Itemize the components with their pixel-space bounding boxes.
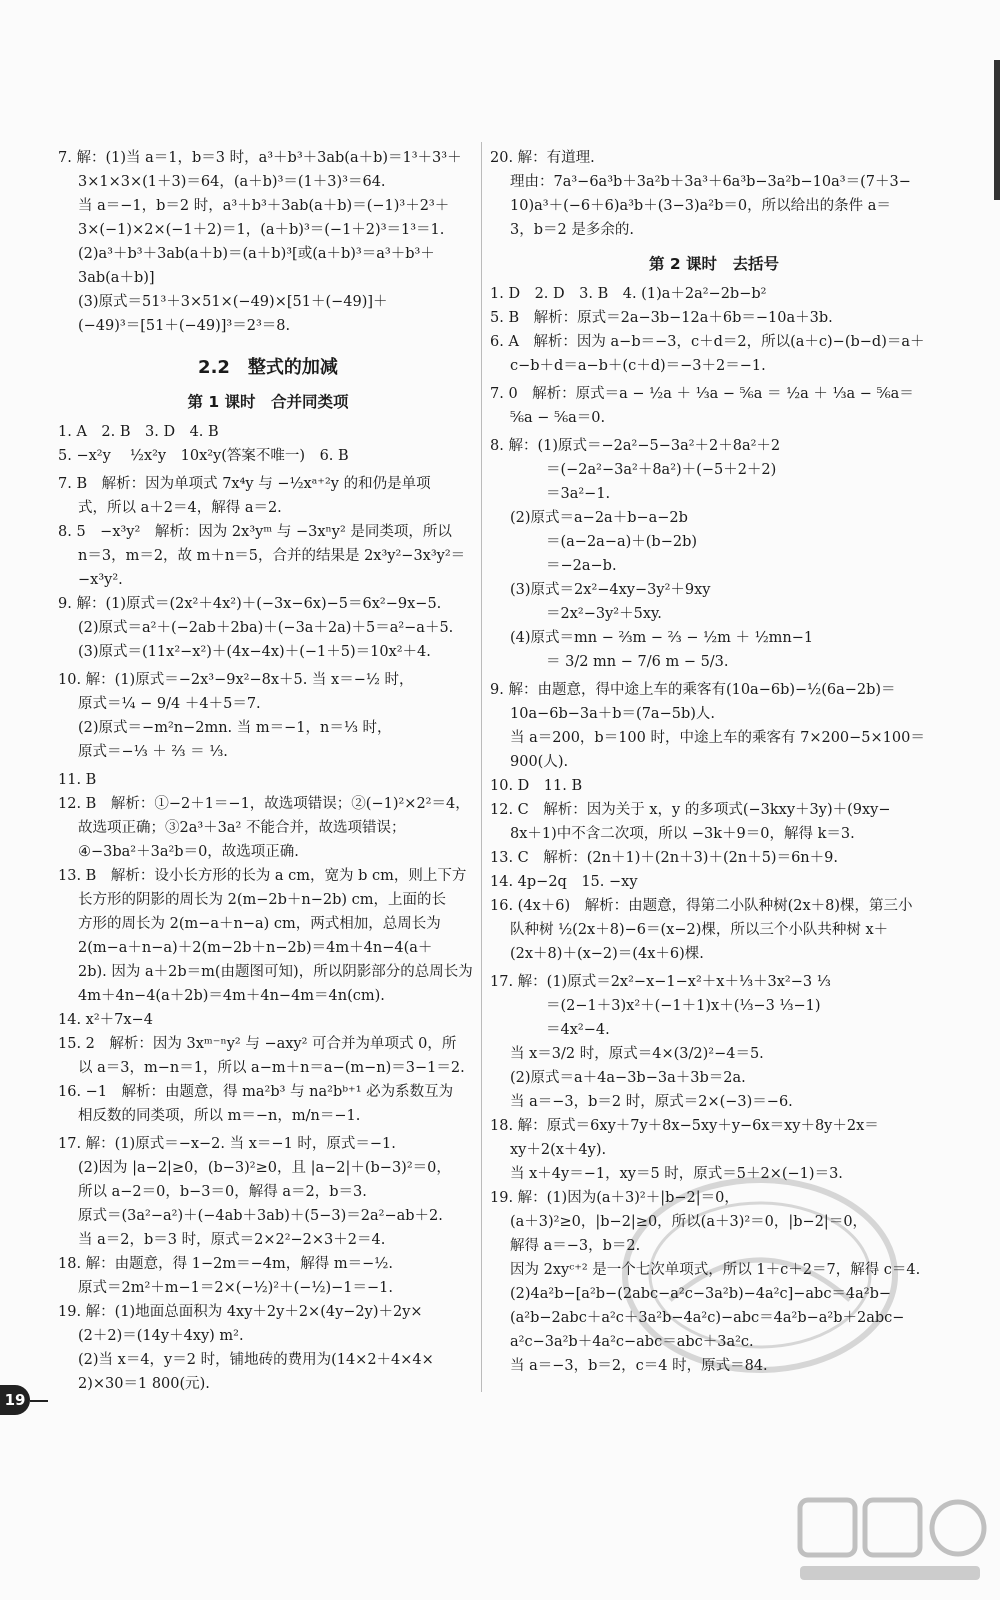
answer-line: (2)原式＝a−2a＋b−a−2b — [510, 510, 688, 526]
answer-line: 17. 解：(1)原式＝2x²−x−1−x²＋x＋⅓＋3x²−3 ⅓ — [490, 974, 831, 990]
answer-line: 10)a³＋(−6＋6)a³b＋(3−3)a²b＝0，所以给出的条件 a＝ — [510, 198, 891, 214]
answer-block — [490, 434, 938, 674]
answer-line: 1. D 2. D 3. B 4. (1)a＋2a²−2b−b² — [490, 286, 767, 302]
answer-line: 当 x＝3/2 时，原式＝4×(3/2)²−4＝5. — [510, 1046, 764, 1062]
answer-line: 14. x²＋7x−4 — [58, 1012, 153, 1028]
page-edge-bar — [994, 60, 1000, 200]
answer-line: (3)原式＝51³＋3×51×(−49)×[51＋(−49)]＋ — [78, 294, 388, 310]
answer-line: 7. 解：(1)当 a＝1，b＝3 时，a³＋b³＋3ab(a＋b)＝1³＋3³＋ — [58, 150, 462, 166]
page-number-rule — [30, 1400, 48, 1402]
answer-line: (3)原式＝(11x²−x²)＋(4x−4x)＋(−1＋5)＝10x²＋4. — [78, 644, 431, 660]
answer-line: ＝(a−2a−a)＋(b−2b) — [546, 534, 698, 550]
answer-line: 8. 解：(1)原式＝−2a²−5−3a²＋2＋8a²＋2 — [490, 438, 781, 454]
answer-line: 2)×30＝1 800(元). — [78, 1376, 210, 1392]
answer-line: 队种树 ½(2x＋8)−6＝(x−2)棵，所以三个小队共种树 x＋ — [510, 922, 889, 938]
answer-line: (2)因为 |a−2|≥0，(b−3)²≥0，且 |a−2|＋(b−3)²＝0， — [78, 1160, 451, 1176]
answer-line: 18. 解：由题意，得 1−2m＝−4m，解得 m＝−½. — [58, 1256, 393, 1272]
answer-block — [490, 382, 938, 430]
answer-line: 4m＋4n−4(a＋2b)＝4m＋4n−4m＝4n(cm). — [78, 988, 385, 1004]
answer-line: 18. 解：原式＝6xy＋7y＋8x−5xy＋y−6x＝xy＋8y＋2x＝ — [490, 1118, 879, 1134]
answer-block — [58, 420, 478, 468]
answer-line: 8. 5 −x³y² 解析：因为 2x³yᵐ 与 −3xⁿy² 是同类项，所以 — [58, 524, 452, 540]
corner-logo-mark — [790, 1490, 990, 1590]
answer-line: 5. B 解析：原式＝2a−3b−12a＋6b＝−10a＋3b. — [490, 310, 833, 326]
answer-line: 原式＝2m²＋m−1＝2×(−½)²＋(−½)−1＝−1. — [78, 1280, 393, 1296]
answer-line: (a＋3)²≥0，|b−2|≥0，所以(a＋3)²＝0，|b−2|＝0， — [510, 1214, 868, 1230]
answer-line: 12. C 解析：因为关于 x，y 的多项式(−3kxy＋3y)＋(9xy− — [490, 802, 891, 818]
answer-line: 5. −x²y ½x²y 10x²y(答案不唯一) 6. B — [58, 448, 349, 464]
answer-line: a²c−3a²b＋4a²c−abc＝abc＋3a²c. — [510, 1334, 754, 1350]
answer-line: 11. B — [58, 772, 97, 788]
answer-block — [490, 970, 938, 1378]
answer-block — [58, 1132, 478, 1396]
answer-line: (2＋2)＝(14y＋4xy) m². — [78, 1328, 244, 1344]
answer-line: 10a−6b−3a＋b＝(7a−5b)人. — [510, 706, 716, 722]
answer-line: 9. 解：由题意，得中途上车的乘客有(10a−6b)−½(6a−2b)＝ — [490, 682, 896, 698]
answer-line: 2(m−a＋n−a)＋2(m−2b＋n−2b)＝4m＋4n−4(a＋ — [78, 940, 433, 956]
answer-line: 16. −1 解析：由题意，得 ma²b³ 与 na²bᵇ⁺¹ 必为系数互为 — [58, 1084, 454, 1100]
answer-line: ＝4x²−4. — [546, 1022, 610, 1038]
answer-line: xy＋2(x＋4y). — [510, 1142, 607, 1158]
answer-line: 当 x＋4y＝−1，xy＝5 时，原式＝5＋2×(−1)＝3. — [510, 1166, 843, 1182]
section-title: 2.2 整式的加减 — [198, 357, 338, 378]
answer-line: 3ab(a＋b)] — [78, 270, 155, 286]
answer-line: 14. 4p−2q 15. −xy — [490, 874, 638, 890]
answer-line: (4)原式＝mn − ⅔m − ⅔ − ½m ＋ ½mn−1 — [510, 630, 814, 646]
answer-line: 当 a＝−1，b＝2 时，a³＋b³＋3ab(a＋b)＝(−1)³＋2³＋ — [78, 198, 450, 214]
answer-line: 当 a＝2，b＝3 时，原式＝2×2²−2×3＋2＝4. — [78, 1232, 386, 1248]
answer-line: 17. 解：(1)原式＝−x−2. 当 x＝−1 时，原式＝−1. — [58, 1136, 396, 1152]
answer-line: (−49)³＝[51＋(−49)]³＝2³＝8. — [78, 318, 291, 334]
answer-line: 相反数的同类项，所以 m＝−n，m/n＝−1. — [78, 1108, 361, 1124]
answer-line: 16. (4x＋6) 解析：由题意，得第二小队种树(2x＋8)棵，第三小 — [490, 898, 913, 914]
answer-line: ＝3a²−1. — [546, 486, 611, 502]
answer-line: 式，所以 a＋2＝4，解得 a＝2. — [78, 500, 282, 516]
answer-line: ④−3ba²＋3a²b＝0，故选项正确. — [78, 844, 299, 860]
answer-line: 以 a＝3，m−n＝1，所以 a−m＋n＝a−(m−n)＝3−1＝2. — [78, 1060, 465, 1076]
answer-line: 13. B 解析：设小长方形的长为 a cm，宽为 b cm，则上下方 — [58, 868, 467, 884]
answer-line: 理由：7a³−6a³b＋3a²b＋3a³＋6a³b−3a²b−10a³＝(7＋3− — [510, 174, 911, 190]
answer-line: 13. C 解析：(2n＋1)＋(2n＋3)＋(2n＋5)＝6n＋9. — [490, 850, 838, 866]
answer-block — [490, 146, 938, 242]
answer-line: 方形的周长为 2(m−a＋n−a) cm，两式相加，总周长为 — [78, 916, 441, 932]
column-divider — [481, 142, 482, 1392]
answer-line: 3×1×3×(1＋3)＝64，(a＋b)³＝(1＋3)³＝64. — [78, 174, 386, 190]
answer-block — [58, 472, 478, 664]
answer-line: 1. A 2. B 3. D 4. B — [58, 424, 219, 440]
answer-line: 当 a＝−3，b＝2，c＝4 时，原式＝84. — [510, 1358, 768, 1374]
answer-line: 10. D 11. B — [490, 778, 583, 794]
right-column — [490, 146, 938, 1382]
answer-line: 9. 解：(1)原式＝(2x²＋4x²)＋(−3x−6x)−5＝6x²−9x−5. — [58, 596, 442, 612]
page-number: 19 — [4, 1391, 26, 1409]
answer-line: ＝2x²−3y²＋5xy. — [546, 606, 662, 622]
answer-line: (2)a³＋b³＋3ab(a＋b)＝(a＋b)³[或(a＋b)³＝a³＋b³＋ — [78, 246, 435, 262]
answer-line: −x³y². — [78, 572, 123, 588]
answer-line: 原式＝−⅓ ＋ ⅔ ＝ ⅓. — [78, 744, 228, 760]
answer-line: ＝(2−1＋3)x²＋(−1＋1)x＋(⅓−3 ⅓−1) — [546, 998, 821, 1014]
answer-block — [58, 146, 478, 338]
answer-line: 12. B 解析：①−2＋1＝−1，故选项错误；②(−1)²×2²＝4， — [58, 796, 470, 812]
left-column — [58, 146, 478, 1400]
answer-line: ＝(−2a²−3a²＋8a²)＋(−5＋2＋2) — [546, 462, 777, 478]
answer-line: 15. 2 解析：因为 3xᵐ⁻ⁿy² 与 −axy² 可合并为单项式 0，所 — [58, 1036, 457, 1052]
answer-block — [58, 768, 478, 1128]
subsection-title: 第 2 课时 去括号 — [648, 255, 780, 273]
answer-line: ＝ 3/2 mn − 7/6 m − 5/3. — [546, 654, 729, 670]
answer-line: (2x＋8)＋(x−2)＝(4x＋6)棵. — [510, 946, 704, 962]
answer-line: 7. B 解析：因为单项式 7x⁴y 与 −½xᵃ⁺²y 的和仍是单项 — [58, 476, 431, 492]
answer-line: (2)原式＝a²＋(−2ab＋2ba)＋(−3a＋2a)＋5＝a²−a＋5. — [78, 620, 454, 636]
answer-line: (3)原式＝2x²−4xy−3y²＋9xy — [510, 582, 711, 598]
answer-line: n＝3，m＝2，故 m＋n＝5，合并的结果是 2x³y²−3x³y²＝ — [78, 548, 466, 564]
answer-line: 20. 解：有道理. — [490, 150, 595, 166]
answer-line: 原式＝¼ − 9/4 ＋4＋5＝7. — [78, 696, 261, 712]
answer-line: 6. A 解析：因为 a−b＝−3，c＋d＝2，所以(a＋c)−(b−d)＝a＋ — [490, 334, 925, 350]
answer-line: 2b). 因为 a＋2b＝m(由题图可知)，所以阴影部分的总周长为 — [78, 964, 473, 980]
answer-line: 900(人). — [510, 754, 569, 770]
answer-line: 当 a＝−3，b＝2 时，原式＝2×(−3)＝−6. — [510, 1094, 793, 1110]
answer-line: 19. 解：(1)地面总面积为 4xy＋2y＋2×(4y−2y)＋2y× — [58, 1304, 423, 1320]
answer-line: ＝−2a−b. — [546, 558, 617, 574]
answer-line: 长方形的阴影的周长为 2(m−2b＋n−2b) cm，上面的长 — [78, 892, 447, 908]
answer-block — [58, 668, 478, 764]
answer-line: (a²b−2abc＋a²c＋3a²b−4a²c)−abc＝4a²b−a²b＋2abc− — [510, 1310, 905, 1326]
answer-line: 19. 解：(1)因为(a＋3)²＋|b−2|＝0， — [490, 1190, 739, 1206]
answer-line: c−b＋d＝a−b＋(c＋d)＝−3＋2＝−1. — [510, 358, 766, 374]
answer-line: 故选项正确；③2a³＋3a² 不能合并，故选项错误； — [78, 820, 406, 836]
answer-line: (2)原式＝a＋4a−3b−3a＋3b＝2a. — [510, 1070, 746, 1086]
answer-line: (2)原式＝−m²n−2mn. 当 m＝−1，n＝⅓ 时， — [78, 720, 392, 736]
answer-line: 8x＋1)中不含二次项，所以 −3k＋9＝0，解得 k＝3. — [510, 826, 855, 842]
answer-line: 所以 a−2＝0，b−3＝0，解得 a＝2，b＝3. — [78, 1184, 367, 1200]
answer-line: 当 a＝200，b＝100 时，中途上车的乘客有 7×200−5×100＝ — [510, 730, 925, 746]
answer-block — [490, 282, 938, 378]
answer-line: (2)当 x＝4，y＝2 时，铺地砖的费用为(14×2＋4×4× — [78, 1352, 434, 1368]
subsection-title: 第 1 课时 合并同类项 — [187, 393, 349, 411]
answer-line: 7. 0 解析：原式＝a − ½a ＋ ⅓a − ⅚a ＝ ½a ＋ ⅓a − ⅚a＝ — [490, 386, 914, 402]
answer-line: 解得 a＝−3，b＝2. — [510, 1238, 641, 1254]
answer-line: 3×(−1)×2×(−1＋2)＝1，(a＋b)³＝(−1＋2)³＝1³＝1. — [78, 222, 445, 238]
answer-line: 10. 解：(1)原式＝−2x³−9x²−8x＋5. 当 x＝−½ 时， — [58, 672, 414, 688]
answer-line: (2)4a²b−[a²b−(2abc−a²c−3a²b)−4a²c]−abc＝4a²b− — [510, 1286, 892, 1302]
answer-block — [490, 678, 938, 966]
answer-line: 因为 2xyᶜ⁺² 是一个七次单项式，所以 1＋c＋2＝7，解得 c＝4. — [510, 1262, 921, 1278]
answer-line: ⅚a − ⅚a＝0. — [510, 410, 606, 426]
answer-line: 原式＝(3a²−a²)＋(−4ab＋3ab)＋(5−3)＝2a²−ab＋2. — [78, 1208, 443, 1224]
page-number-badge — [0, 1385, 30, 1415]
answer-line: 3，b＝2 是多余的. — [510, 222, 634, 238]
